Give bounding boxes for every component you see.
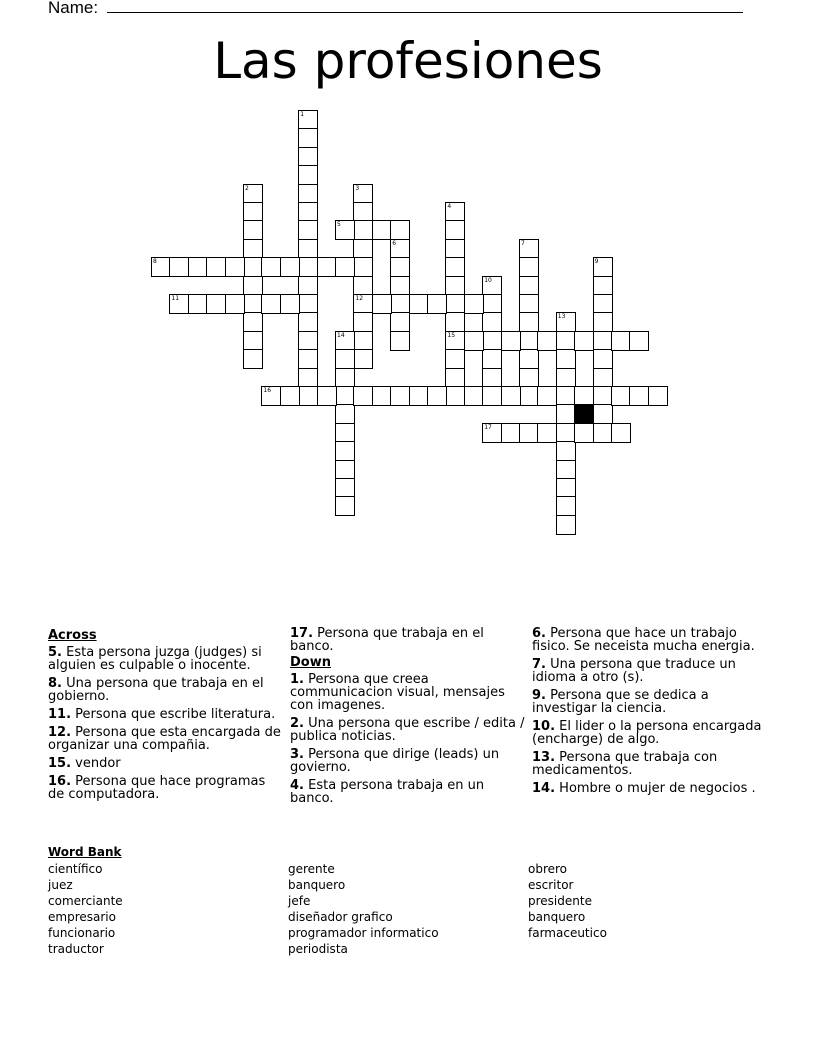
- grid-cell[interactable]: [188, 257, 208, 277]
- grid-cell[interactable]: [353, 220, 373, 240]
- grid-cell[interactable]: [243, 294, 263, 314]
- word-bank-heading: Word Bank: [48, 845, 122, 859]
- clue-item: [532, 751, 768, 777]
- grid-cell[interactable]: [243, 349, 263, 369]
- grid-cell[interactable]: [593, 386, 613, 406]
- grid-cell[interactable]: [261, 257, 281, 277]
- clue-item: [532, 720, 768, 746]
- word-bank-item: empresario: [48, 910, 116, 924]
- grid-cell[interactable]: [593, 368, 613, 388]
- clue-item-text: Persona que escribe literatura.: [71, 707, 276, 722]
- clue-number: 11: [171, 295, 180, 302]
- word-bank-item: obrero: [528, 862, 568, 876]
- grid-cell[interactable]: [317, 257, 337, 277]
- grid-cell[interactable]: [519, 294, 539, 314]
- grid-cell[interactable]: [188, 294, 208, 314]
- grid-cell[interactable]: [519, 331, 539, 351]
- grid-cell[interactable]: [353, 349, 373, 369]
- word-bank-item: traductor: [48, 942, 104, 956]
- grid-cell[interactable]: [206, 294, 226, 314]
- word-bank-item: funcionario: [48, 926, 116, 940]
- clue-item: [48, 757, 284, 770]
- grid-cell[interactable]: [464, 331, 484, 351]
- grid-cell[interactable]: [353, 184, 373, 204]
- grid-cell[interactable]: [482, 368, 502, 388]
- grid-cell[interactable]: [298, 312, 318, 332]
- grid-cell[interactable]: [298, 128, 318, 148]
- grid-cell[interactable]: [445, 368, 465, 388]
- grid-cell[interactable]: [353, 276, 373, 296]
- grid-cell[interactable]: [445, 386, 465, 406]
- grid-cell[interactable]: [335, 220, 355, 240]
- clue-number: 1: [300, 111, 305, 118]
- clue-number: 15: [447, 331, 456, 339]
- grid-cell[interactable]: [298, 294, 318, 314]
- grid-cell[interactable]: [390, 331, 410, 351]
- across-clue-list: [48, 646, 284, 801]
- clue-item-text: El lider o la persona encargada (encharge) de algo.: [532, 719, 762, 747]
- clue-item-number: 14.: [532, 781, 556, 796]
- grid-cell[interactable]: [537, 331, 557, 351]
- grid-cell[interactable]: [169, 294, 189, 314]
- grid-cell[interactable]: [409, 386, 429, 406]
- grid-cell[interactable]: [169, 257, 189, 277]
- grid-cell[interactable]: [390, 257, 410, 277]
- grid-cell[interactable]: [335, 331, 355, 351]
- clues-column-1: [48, 627, 284, 806]
- grid-cell[interactable]: [390, 312, 410, 332]
- grid-cell[interactable]: [298, 239, 318, 259]
- grid-cell[interactable]: [298, 276, 318, 296]
- word-bank-item: diseñador grafico: [288, 910, 393, 924]
- grid-cell[interactable]: [519, 312, 539, 332]
- grid-cell[interactable]: [574, 423, 594, 443]
- clue-number: 14: [337, 331, 345, 339]
- grid-cell[interactable]: [151, 257, 171, 277]
- grid-cell[interactable]: [335, 257, 355, 277]
- clue-item-text: Persona que hace un trabajo fisico. Se neceista mucha energia.: [532, 626, 755, 654]
- grid-cell[interactable]: [298, 110, 318, 130]
- grid-cell[interactable]: [353, 312, 373, 332]
- clue-item-text: vendor: [71, 756, 121, 771]
- grid-cell[interactable]: [243, 202, 263, 222]
- grid-cell[interactable]: [225, 257, 245, 277]
- grid-cell[interactable]: [445, 276, 465, 296]
- grid-cell[interactable]: [390, 276, 410, 296]
- grid-cell[interactable]: [593, 423, 613, 443]
- grid-cell[interactable]: [243, 257, 263, 277]
- grid-cell[interactable]: [593, 404, 613, 424]
- grid-cell[interactable]: [445, 220, 465, 240]
- clue-item-number: 9.: [532, 688, 546, 703]
- clue-item-number: 13.: [532, 750, 556, 765]
- clue-item: [290, 779, 526, 805]
- grid-cell[interactable]: [353, 202, 373, 222]
- grid-cell[interactable]: [335, 386, 355, 406]
- grid-cell[interactable]: [372, 386, 392, 406]
- word-bank-item: farmaceutico: [528, 926, 607, 940]
- grid-cell[interactable]: [427, 294, 447, 314]
- clue-item: [48, 646, 284, 672]
- grid-cell[interactable]: [574, 331, 594, 351]
- clue-item-text: Esta persona juzga (judges) si alguien es culpable o inocente.: [48, 645, 262, 673]
- clue-item-number: 2.: [290, 716, 304, 731]
- clue-number: 8: [153, 258, 157, 266]
- clue-item-text: Persona que trabaja con medicamentos.: [532, 750, 718, 778]
- grid-cell[interactable]: [445, 239, 465, 259]
- grid-cell[interactable]: [519, 368, 539, 388]
- grid-cell[interactable]: [427, 386, 447, 406]
- word-bank-item: banquero: [528, 910, 586, 924]
- grid-cell[interactable]: [243, 220, 263, 240]
- clue-item-text: Una persona que escribe / edita / publica noticias.: [290, 716, 525, 744]
- grid-cell[interactable]: [593, 276, 613, 296]
- word-bank-column-1: [48, 861, 123, 957]
- grid-cell[interactable]: [482, 386, 502, 406]
- clue-item: [48, 708, 284, 721]
- grid-cell[interactable]: [317, 386, 337, 406]
- clue-number: 6: [392, 239, 397, 247]
- clue-item-number: 1.: [290, 672, 304, 687]
- word-bank-item: periodista: [288, 942, 348, 956]
- clue-item-number: 5.: [48, 645, 62, 660]
- clue-item: [532, 627, 768, 653]
- grid-cell[interactable]: [519, 386, 539, 406]
- grid-cell[interactable]: [556, 349, 576, 369]
- grid-cell[interactable]: [353, 386, 373, 406]
- clue-number: 7: [521, 239, 525, 247]
- down-heading: Down: [290, 655, 331, 670]
- clue-item-text: Persona que hace programas de computadora.: [48, 774, 266, 802]
- grid-cell[interactable]: [611, 423, 631, 443]
- grid-cell[interactable]: [629, 386, 649, 406]
- clue-item-number: 17.: [290, 626, 314, 641]
- clue-item-text: Persona que dirige (leads) un govierno.: [290, 747, 500, 775]
- grid-cell[interactable]: [593, 312, 613, 332]
- grid-cell[interactable]: [280, 257, 300, 277]
- grid-cell[interactable]: [335, 441, 355, 461]
- grid-cell[interactable]: [501, 386, 521, 406]
- page-title: Las profesiones: [213, 32, 603, 90]
- grid-cell[interactable]: [445, 312, 465, 332]
- word-bank-item: juez: [48, 878, 73, 892]
- word-bank-item: banquero: [288, 878, 346, 892]
- grid-cell[interactable]: [556, 423, 576, 443]
- grid-cell[interactable]: [280, 386, 300, 406]
- grid-cell[interactable]: [298, 184, 318, 204]
- grid-cell[interactable]: [372, 294, 392, 314]
- word-bank-item: comerciante: [48, 894, 123, 908]
- grid-cell[interactable]: [501, 331, 521, 351]
- grid-cell[interactable]: [243, 239, 263, 259]
- word-bank-column-2: [288, 861, 439, 957]
- grid-cell[interactable]: [298, 349, 318, 369]
- grid-cell[interactable]: [482, 312, 502, 332]
- grid-cell[interactable]: [261, 294, 281, 314]
- grid-cell[interactable]: [556, 404, 576, 424]
- grid-cell[interactable]: [556, 460, 576, 480]
- grid-cell[interactable]: [353, 331, 373, 351]
- grid-cell[interactable]: [298, 202, 318, 222]
- grid-cell[interactable]: [464, 386, 484, 406]
- grid-cell[interactable]: [445, 331, 465, 351]
- grid-cell[interactable]: [335, 368, 355, 388]
- grid-cell[interactable]: [280, 294, 300, 314]
- down-clue-list: [290, 673, 526, 805]
- grid-cell[interactable]: [611, 386, 631, 406]
- grid-cell[interactable]: [482, 349, 502, 369]
- grid-cell[interactable]: [243, 331, 263, 351]
- grid-cell[interactable]: [501, 423, 521, 443]
- grid-cell[interactable]: [390, 386, 410, 406]
- grid-cell[interactable]: [519, 239, 539, 259]
- grid-cell[interactable]: [225, 294, 245, 314]
- grid-cell[interactable]: [243, 184, 263, 204]
- grid-cell[interactable]: [593, 257, 613, 277]
- grid-cell[interactable]: [482, 276, 502, 296]
- word-bank-column-3: [528, 861, 607, 941]
- grid-cell[interactable]: [372, 220, 392, 240]
- clue-number: 9: [594, 258, 599, 266]
- grid-cell[interactable]: [335, 404, 355, 424]
- grid-cell[interactable]: [298, 165, 318, 185]
- clue-item: [48, 775, 284, 801]
- grid-cell[interactable]: [556, 441, 576, 461]
- word-bank-item: científico: [48, 862, 103, 876]
- down-clue-list-continued: [532, 627, 768, 795]
- clue-item: [290, 673, 526, 712]
- clue-item-text: Persona que trabaja en el banco.: [290, 626, 484, 654]
- grid-cell[interactable]: [445, 349, 465, 369]
- name-label: Name:: [48, 0, 103, 17]
- clues-column-3: [532, 627, 768, 800]
- grid-cell[interactable]: [298, 220, 318, 240]
- grid-cell[interactable]: [298, 368, 318, 388]
- clue-item-number: 8.: [48, 676, 62, 691]
- grid-cell[interactable]: [298, 331, 318, 351]
- clue-number: 10: [484, 276, 492, 284]
- grid-cell[interactable]: [593, 349, 613, 369]
- grid-cell[interactable]: [593, 294, 613, 314]
- clue-item-text: Persona que esta encargada de organizar una compañia.: [48, 725, 281, 753]
- blocked-cell: [574, 404, 594, 424]
- word-bank-item: programador informatico: [288, 926, 439, 940]
- grid-cell[interactable]: [648, 386, 668, 406]
- clue-item-number: 11.: [48, 707, 72, 722]
- grid-cell[interactable]: [537, 423, 557, 443]
- clue-item-number: 16.: [48, 774, 72, 789]
- across-clue-list-continued: [290, 627, 526, 653]
- clue-number: 17: [484, 423, 492, 431]
- grid-cell[interactable]: [445, 202, 465, 222]
- clue-item-text: Hombre o mujer de negocios .: [555, 781, 756, 796]
- grid-cell[interactable]: [353, 294, 373, 314]
- clue-number: 5: [337, 221, 341, 229]
- grid-cell[interactable]: [519, 276, 539, 296]
- grid-cell[interactable]: [390, 294, 410, 314]
- clue-number: 12: [355, 295, 364, 302]
- grid-cell[interactable]: [464, 294, 484, 314]
- grid-cell[interactable]: [556, 368, 576, 388]
- clue-item-number: 7.: [532, 657, 546, 672]
- grid-cell[interactable]: [243, 276, 263, 296]
- grid-cell[interactable]: [611, 331, 631, 351]
- clue-item: [48, 726, 284, 752]
- clue-item-text: Una persona que trabaja en el gobierno.: [48, 676, 264, 704]
- grid-cell[interactable]: [390, 239, 410, 259]
- grid-cell[interactable]: [556, 331, 576, 351]
- grid-cell[interactable]: [445, 257, 465, 277]
- word-bank-item: jefe: [288, 894, 311, 908]
- grid-cell[interactable]: [556, 515, 576, 535]
- clue-item: [532, 689, 768, 715]
- clue-item-number: 6.: [532, 626, 546, 641]
- clue-item: [532, 658, 768, 684]
- clue-item-number: 4.: [290, 778, 304, 793]
- grid-cell[interactable]: [243, 312, 263, 332]
- clue-item-number: 3.: [290, 747, 304, 762]
- grid-cell[interactable]: [335, 496, 355, 516]
- clue-item-text: Una persona que traduce un idioma a otro (s).: [532, 657, 736, 685]
- clue-number: 16: [263, 387, 272, 394]
- grid-cell[interactable]: [353, 257, 373, 277]
- grid-cell[interactable]: [298, 147, 318, 167]
- grid-cell[interactable]: [556, 496, 576, 516]
- grid-cell[interactable]: [593, 331, 613, 351]
- grid-cell[interactable]: [519, 257, 539, 277]
- clue-item-number: 10.: [532, 719, 556, 734]
- grid-cell[interactable]: [537, 386, 557, 406]
- clue-item-text: Persona que se dedica a investigar la ciencia.: [532, 688, 709, 716]
- clue-item: [290, 627, 526, 653]
- clue-item: [532, 782, 768, 795]
- grid-cell[interactable]: [298, 386, 318, 406]
- grid-cell[interactable]: [574, 386, 594, 406]
- grid-cell[interactable]: [353, 239, 373, 259]
- clue-item-number: 15.: [48, 756, 72, 771]
- grid-cell[interactable]: [261, 386, 281, 406]
- grid-cell[interactable]: [482, 294, 502, 314]
- grid-cell[interactable]: [482, 331, 502, 351]
- clue-number: 2: [245, 184, 249, 192]
- grid-cell[interactable]: [519, 349, 539, 369]
- grid-cell[interactable]: [335, 349, 355, 369]
- grid-cell[interactable]: [335, 423, 355, 443]
- grid-cell[interactable]: [206, 257, 226, 277]
- grid-cell[interactable]: [409, 294, 429, 314]
- clue-item-number: 12.: [48, 725, 72, 740]
- word-bank-item: gerente: [288, 862, 335, 876]
- clue-item-text: Esta persona trabaja en un banco.: [290, 778, 485, 806]
- clue-number: 4: [447, 203, 452, 210]
- clue-item-text: Persona que creea communicacion visual, mensajes con imagenes.: [290, 672, 505, 713]
- across-heading: Across: [48, 628, 97, 643]
- clue-item: [48, 677, 284, 703]
- clues-column-2: [290, 627, 526, 810]
- clue-item: [290, 717, 526, 743]
- grid-cell[interactable]: [335, 478, 355, 498]
- clue-number: 13: [557, 313, 566, 321]
- grid-cell[interactable]: [482, 423, 502, 443]
- grid-cell[interactable]: [556, 478, 576, 498]
- clue-number: 3: [355, 184, 360, 192]
- grid-cell[interactable]: [298, 257, 318, 277]
- clue-item: [290, 748, 526, 774]
- grid-cell[interactable]: [390, 220, 410, 240]
- grid-cell[interactable]: [556, 386, 576, 406]
- grid-cell[interactable]: [519, 423, 539, 443]
- word-bank-item: presidente: [528, 894, 592, 908]
- grid-cell[interactable]: [445, 294, 465, 314]
- grid-cell[interactable]: [335, 460, 355, 480]
- grid-cell[interactable]: [556, 312, 576, 332]
- word-bank-item: escritor: [528, 878, 574, 892]
- grid-cell[interactable]: [629, 331, 649, 351]
